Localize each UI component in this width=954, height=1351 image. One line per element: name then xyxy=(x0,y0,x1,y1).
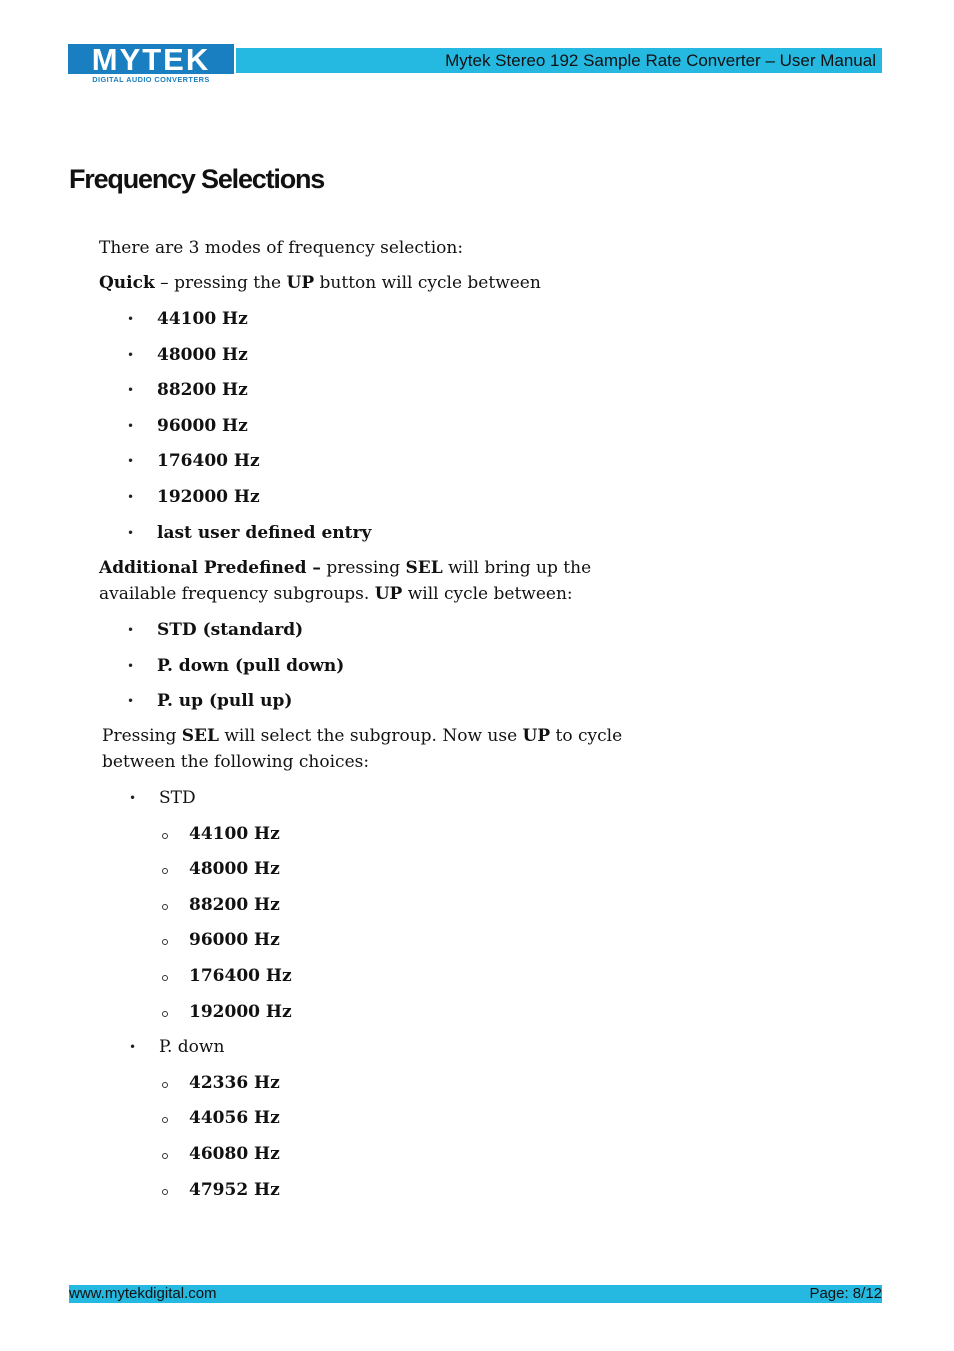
list-item: STD xyxy=(159,788,196,808)
bullet-icon: • xyxy=(127,347,135,362)
bullet-icon: • xyxy=(127,623,135,637)
website-link[interactable]: www.mytekdigital.com xyxy=(69,1285,217,1302)
bullet-icon: • xyxy=(127,694,135,709)
page-number: Page: 8/12 xyxy=(809,1285,882,1302)
circle-bullet-icon xyxy=(162,939,168,945)
bullet-icon: • xyxy=(127,454,135,469)
list-item: 42336 Hz xyxy=(189,1072,280,1093)
bullet-icon: • xyxy=(127,312,135,326)
list-item: P. up (pull up) xyxy=(157,691,293,712)
circle-bullet-icon xyxy=(162,1189,168,1195)
svg-text:MYTEK: MYTEK xyxy=(91,44,211,77)
additional-mode-text: Additional Predefined – pressing SEL will bring up the xyxy=(99,558,592,578)
list-item: 192000 Hz xyxy=(157,487,260,507)
additional-mode-text-2: available frequency subgroups. UP will cycle between: xyxy=(99,584,573,604)
bullet-icon: • xyxy=(127,418,135,433)
circle-bullet-icon xyxy=(162,1117,168,1123)
list-item: 88200 Hz xyxy=(157,380,248,401)
intro-text: There are 3 modes of frequency selection: xyxy=(99,238,464,258)
list-item: 48000 Hz xyxy=(189,859,280,880)
list-item: 44100 Hz xyxy=(157,309,248,329)
svg-text:DIGITAL AUDIO CONVERTERS: DIGITAL AUDIO CONVERTERS xyxy=(92,75,210,84)
list-item: 44100 Hz xyxy=(189,823,280,844)
list-item: 46080 Hz xyxy=(189,1144,280,1164)
document-title: Mytek Stereo 192 Sample Rate Converter – User Manual xyxy=(445,51,876,70)
bullet-icon: • xyxy=(127,658,135,673)
circle-bullet-icon xyxy=(162,975,168,981)
bullet-icon: • xyxy=(127,383,135,398)
list-item: 192000 Hz xyxy=(189,1001,292,1022)
list-item: P. down (pull down) xyxy=(157,655,345,676)
list-item: STD (standard) xyxy=(157,620,304,640)
bullet-icon: • xyxy=(129,1040,137,1055)
circle-bullet-icon xyxy=(162,833,168,839)
circle-bullet-icon xyxy=(162,1082,168,1088)
list-item: 96000 Hz xyxy=(189,930,280,951)
circle-bullet-icon xyxy=(162,904,168,910)
bullet-icon: • xyxy=(129,791,137,805)
footer-bar xyxy=(69,1285,882,1303)
circle-bullet-icon xyxy=(162,868,168,874)
list-item: 96000 Hz xyxy=(157,415,248,436)
pressing-sel-text-2: between the following choices: xyxy=(102,752,370,772)
pressing-sel-text: Pressing SEL will select the subgroup. Now use UP to cycle xyxy=(102,726,623,746)
circle-bullet-icon xyxy=(162,1011,168,1017)
mytek-logo xyxy=(68,44,234,84)
bullet-icon: • xyxy=(127,490,135,504)
list-item: 88200 Hz xyxy=(189,894,280,915)
quick-mode-text: Quick – pressing the UP button will cycle between xyxy=(99,273,541,293)
list-item: last user defined entry xyxy=(157,522,372,543)
list-item: P. down xyxy=(159,1037,225,1058)
list-item: 176400 Hz xyxy=(189,966,292,986)
section-heading: Frequency Selections xyxy=(69,164,325,194)
list-item: 48000 Hz xyxy=(157,344,248,365)
list-item: 176400 Hz xyxy=(157,451,260,472)
list-item: 44056 Hz xyxy=(189,1108,280,1129)
list-item: 47952 Hz xyxy=(189,1179,280,1200)
circle-bullet-icon xyxy=(162,1153,168,1159)
header-bar xyxy=(236,48,882,73)
bullet-icon: • xyxy=(127,525,135,540)
